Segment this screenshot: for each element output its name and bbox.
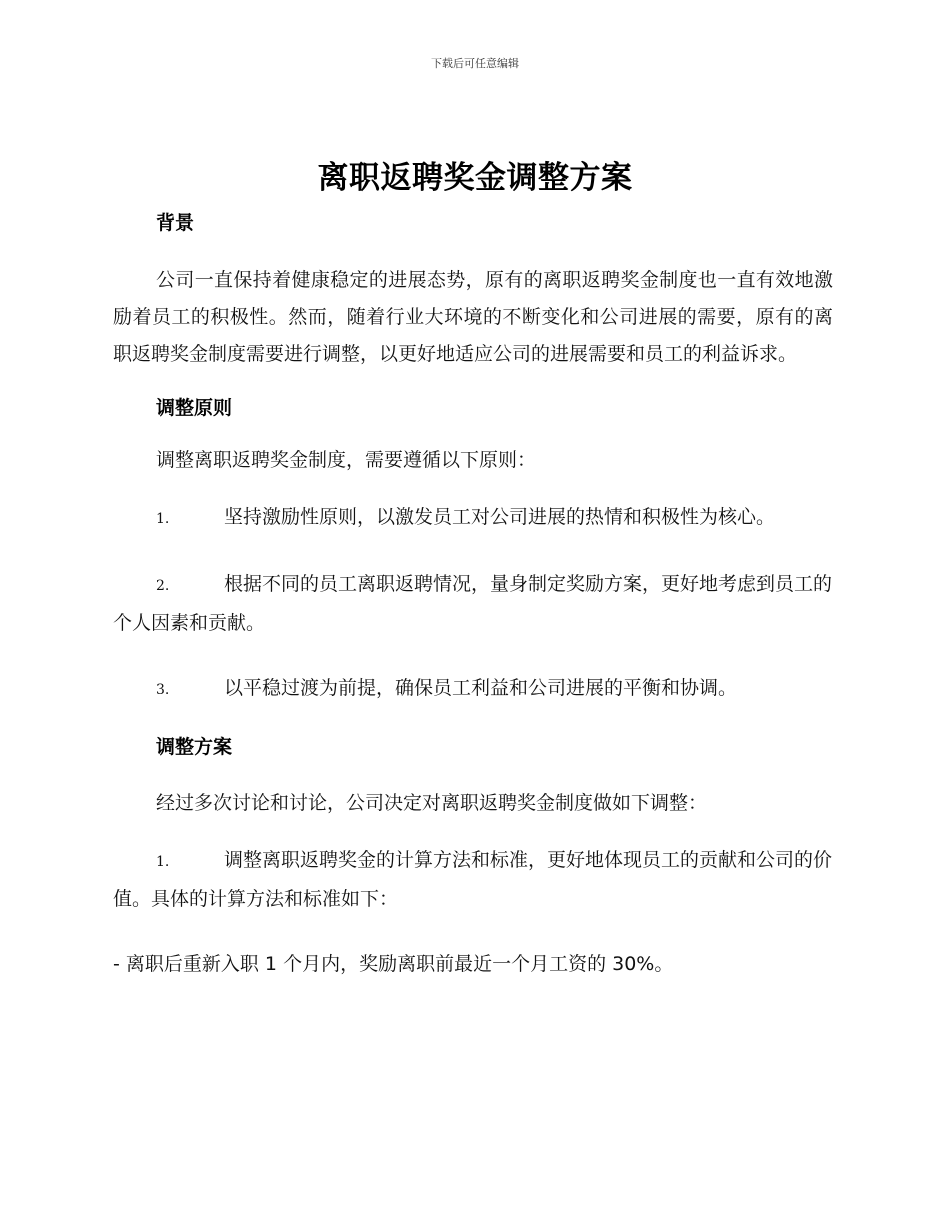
list-item-text: 调整离职返聘奖金的计算方法和标准，更好地体现员工的贡献和公司的价值。具体的计算方法和标准如下： xyxy=(113,849,833,910)
section-heading-background: 背景 xyxy=(156,212,195,234)
section-heading-plan: 调整方案 xyxy=(156,736,233,758)
section-heading-principles: 调整原则 xyxy=(156,397,233,419)
document-title: 离职返聘奖金调整方案 xyxy=(317,160,633,196)
list-number: 1. xyxy=(156,511,170,527)
principles-intro: 调整离职返聘奖金制度，需要遵循以下原则： xyxy=(156,449,537,471)
background-paragraph: 公司一直保持着健康稳定的进展态势，原有的离职返聘奖金制度也一直有效地激励着员工的积极性。然而，随着行业大环境的不断变化和公司进展的需要，原有的离职返聘奖金制度需要进行调整，以更好地适应公司的进展需要和员工的利益诉求。 xyxy=(113,269,833,365)
plan-bullet-line: - 离职后重新入职 1 个月内，奖励离职前最近一个月工资的 30%。 xyxy=(113,953,674,975)
list-number: 1. xyxy=(156,854,170,870)
plan-intro: 经过多次讨论和讨论，公司决定对离职返聘奖金制度做如下调整： xyxy=(156,792,708,814)
list-item-text: 根据不同的员工离职返聘情况，量身制定奖励方案，更好地考虑到员工的个人因素和贡献。 xyxy=(113,573,833,634)
list-item xyxy=(113,499,833,538)
principles-list xyxy=(113,499,833,709)
list-item xyxy=(113,566,833,642)
list-item xyxy=(113,670,833,709)
list-number: 2. xyxy=(156,578,170,594)
header-note: 下载后可任意编辑 xyxy=(431,57,519,70)
plan-list xyxy=(113,842,833,918)
document-body xyxy=(113,205,833,983)
list-number: 3. xyxy=(156,682,170,698)
list-item-text: 以平稳过渡为前提，确保员工利益和公司进展的平衡和协调。 xyxy=(224,677,738,699)
list-item-text: 坚持激励性原则，以激发员工对公司进展的热情和积极性为核心。 xyxy=(224,506,776,528)
list-item xyxy=(113,842,833,918)
